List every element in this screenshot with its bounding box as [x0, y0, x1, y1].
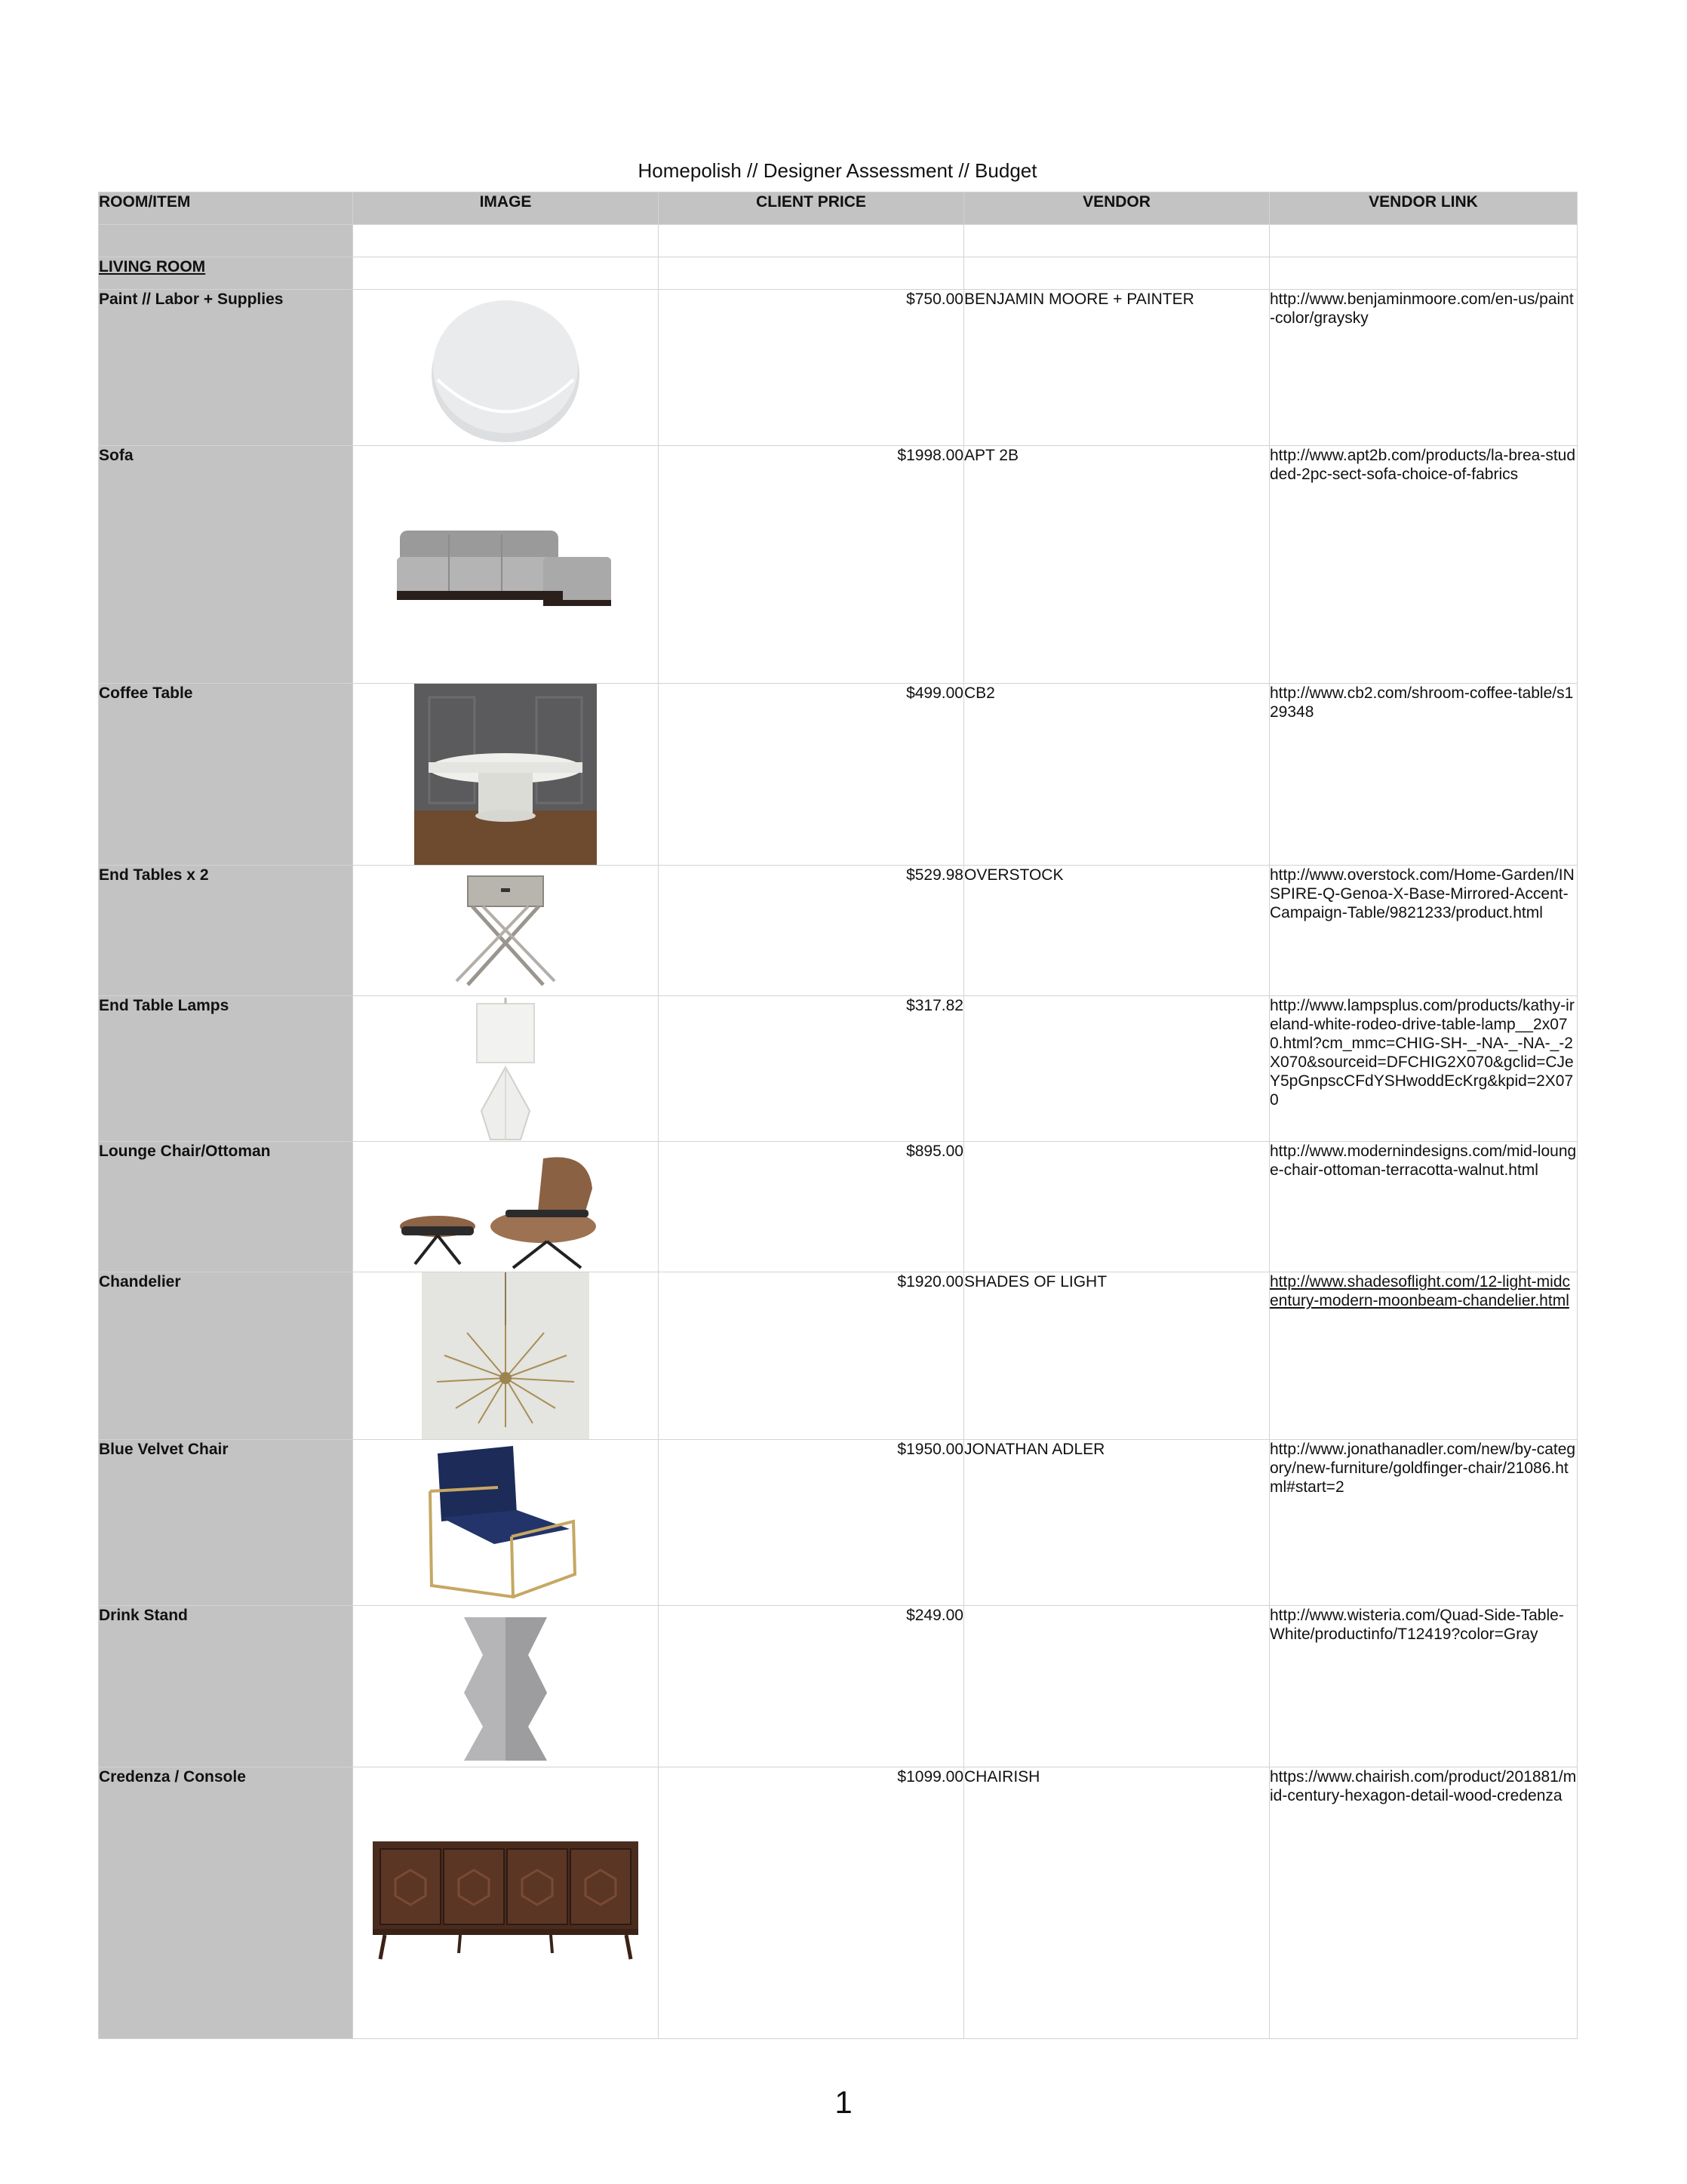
- item-name: Coffee Table: [99, 684, 353, 866]
- item-price: $529.98: [659, 866, 964, 996]
- item-image-cell: [353, 1606, 659, 1767]
- item-price: $1998.00: [659, 446, 964, 684]
- spacer-row: [99, 225, 1578, 257]
- table-row: [99, 1142, 1578, 1272]
- item-vendor-link[interactable]: http://www.cb2.com/shroom-coffee-table/s129348: [1270, 684, 1578, 866]
- item-vendor: OVERSTOCK: [964, 866, 1270, 996]
- item-name: Paint // Labor + Supplies: [99, 290, 353, 446]
- item-price: $1950.00: [659, 1440, 964, 1606]
- item-vendor: [964, 1142, 1270, 1272]
- item-vendor: JONATHAN ADLER: [964, 1440, 1270, 1606]
- item-vendor: BENJAMIN MOORE + PAINTER: [964, 290, 1270, 446]
- table-row: [99, 446, 1578, 684]
- item-price: $499.00: [659, 684, 964, 866]
- item-image-cell: [353, 1440, 659, 1606]
- item-vendor-link[interactable]: http://www.overstock.com/Home-Garden/INSPIRE-Q-Genoa-X-Base-Mirrored-Accent-Campaign-Table/9821233/product.html: [1270, 866, 1578, 996]
- item-price: $750.00: [659, 290, 964, 446]
- item-name: Drink Stand: [99, 1606, 353, 1767]
- table-row: [99, 1440, 1578, 1606]
- table-row: [99, 1272, 1578, 1440]
- item-image-cell: [353, 1142, 659, 1272]
- item-price: $249.00: [659, 1606, 964, 1767]
- item-vendor-link[interactable]: http://www.lampsplus.com/products/kathy-ireland-white-rodeo-drive-table-lamp__2x070.html?cm_mmc=CHIG-SH-_-NA-_-NA-_-2X070&sourceid=DFCHIG2X070&gclid=CJeY5pGnpscCFdYSHwoddEcKrg&kpid=2X070: [1270, 996, 1578, 1142]
- table-row: [99, 290, 1578, 446]
- lounge-chair-icon: [392, 1143, 619, 1272]
- table-lamp-icon: [460, 998, 551, 1141]
- paint-swatch-icon: [423, 293, 588, 444]
- item-vendor: CB2: [964, 684, 1270, 866]
- item-name: Blue Velvet Chair: [99, 1440, 353, 1606]
- item-image-cell: [353, 446, 659, 684]
- column-header-client-price: CLIENT PRICE: [659, 192, 964, 225]
- header-row: [99, 192, 1578, 225]
- item-vendor: SHADES OF LIGHT: [964, 1272, 1270, 1440]
- item-price: $895.00: [659, 1142, 964, 1272]
- document-title: Homepolish // Designer Assessment // Budget: [638, 159, 1037, 182]
- column-header-vendor-link: VENDOR LINK: [1270, 192, 1578, 225]
- chandelier-icon: [422, 1272, 589, 1440]
- drink-stand-icon: [453, 1613, 558, 1764]
- section-row: [99, 257, 1578, 290]
- item-image-cell: [353, 1272, 659, 1440]
- item-vendor: APT 2B: [964, 446, 1270, 684]
- item-vendor-link[interactable]: http://www.apt2b.com/products/la-brea-studded-2pc-sect-sofa-choice-of-fabrics: [1270, 446, 1578, 684]
- item-name: End Table Lamps: [99, 996, 353, 1142]
- credenza-icon: [370, 1840, 641, 1961]
- column-header-room-item: ROOM/ITEM: [99, 192, 353, 225]
- budget-table: [98, 192, 1578, 2039]
- table-row: [99, 1606, 1578, 1767]
- column-header-vendor: VENDOR: [964, 192, 1270, 225]
- item-vendor: CHAIRISH: [964, 1767, 1270, 2039]
- table-row: [99, 996, 1578, 1142]
- item-vendor-link[interactable]: http://www.modernindesigns.com/mid-lounge-chair-ottoman-terracotta-walnut.html: [1270, 1142, 1578, 1272]
- item-vendor: [964, 1606, 1270, 1767]
- item-name: Credenza / Console: [99, 1767, 353, 2039]
- item-image-cell: [353, 866, 659, 996]
- item-vendor: [964, 996, 1270, 1142]
- item-vendor-link[interactable]: http://www.benjaminmoore.com/en-us/paint-color/graysky: [1270, 290, 1578, 446]
- item-name: End Tables x 2: [99, 866, 353, 996]
- coffee-table-icon: [414, 684, 597, 866]
- item-vendor-link[interactable]: https://www.chairish.com/product/201881/mid-century-hexagon-detail-wood-credenza: [1270, 1767, 1578, 2039]
- velvet-chair-icon: [423, 1446, 588, 1601]
- section-label-living-room: LIVING ROOM: [99, 258, 206, 275]
- item-image-cell: [353, 1767, 659, 2039]
- item-vendor-link[interactable]: http://www.shadesoflight.com/12-light-midcentury-modern-moonbeam-chandelier.html: [1270, 1272, 1578, 1440]
- end-table-icon: [445, 872, 566, 992]
- item-price: $1099.00: [659, 1767, 964, 2039]
- item-price: $317.82: [659, 996, 964, 1142]
- item-image-cell: [353, 290, 659, 446]
- item-name: Lounge Chair/Ottoman: [99, 1142, 353, 1272]
- item-price: $1920.00: [659, 1272, 964, 1440]
- item-vendor-link[interactable]: http://www.jonathanadler.com/new/by-category/new-furniture/goldfinger-chair/21086.html#start=2: [1270, 1440, 1578, 1606]
- item-name: Sofa: [99, 446, 353, 684]
- table-row: [99, 1767, 1578, 2039]
- item-image-cell: [353, 996, 659, 1142]
- table-row: [99, 684, 1578, 866]
- table-row: [99, 866, 1578, 996]
- item-image-cell: [353, 684, 659, 866]
- page-number: 1: [834, 2084, 853, 2120]
- item-name: Chandelier: [99, 1272, 353, 1440]
- column-header-image: IMAGE: [353, 192, 659, 225]
- sectional-sofa-icon: [392, 515, 619, 614]
- item-vendor-link[interactable]: http://www.wisteria.com/Quad-Side-Table-White/productinfo/T12419?color=Gray: [1270, 1606, 1578, 1767]
- spacer-cell: [99, 225, 353, 257]
